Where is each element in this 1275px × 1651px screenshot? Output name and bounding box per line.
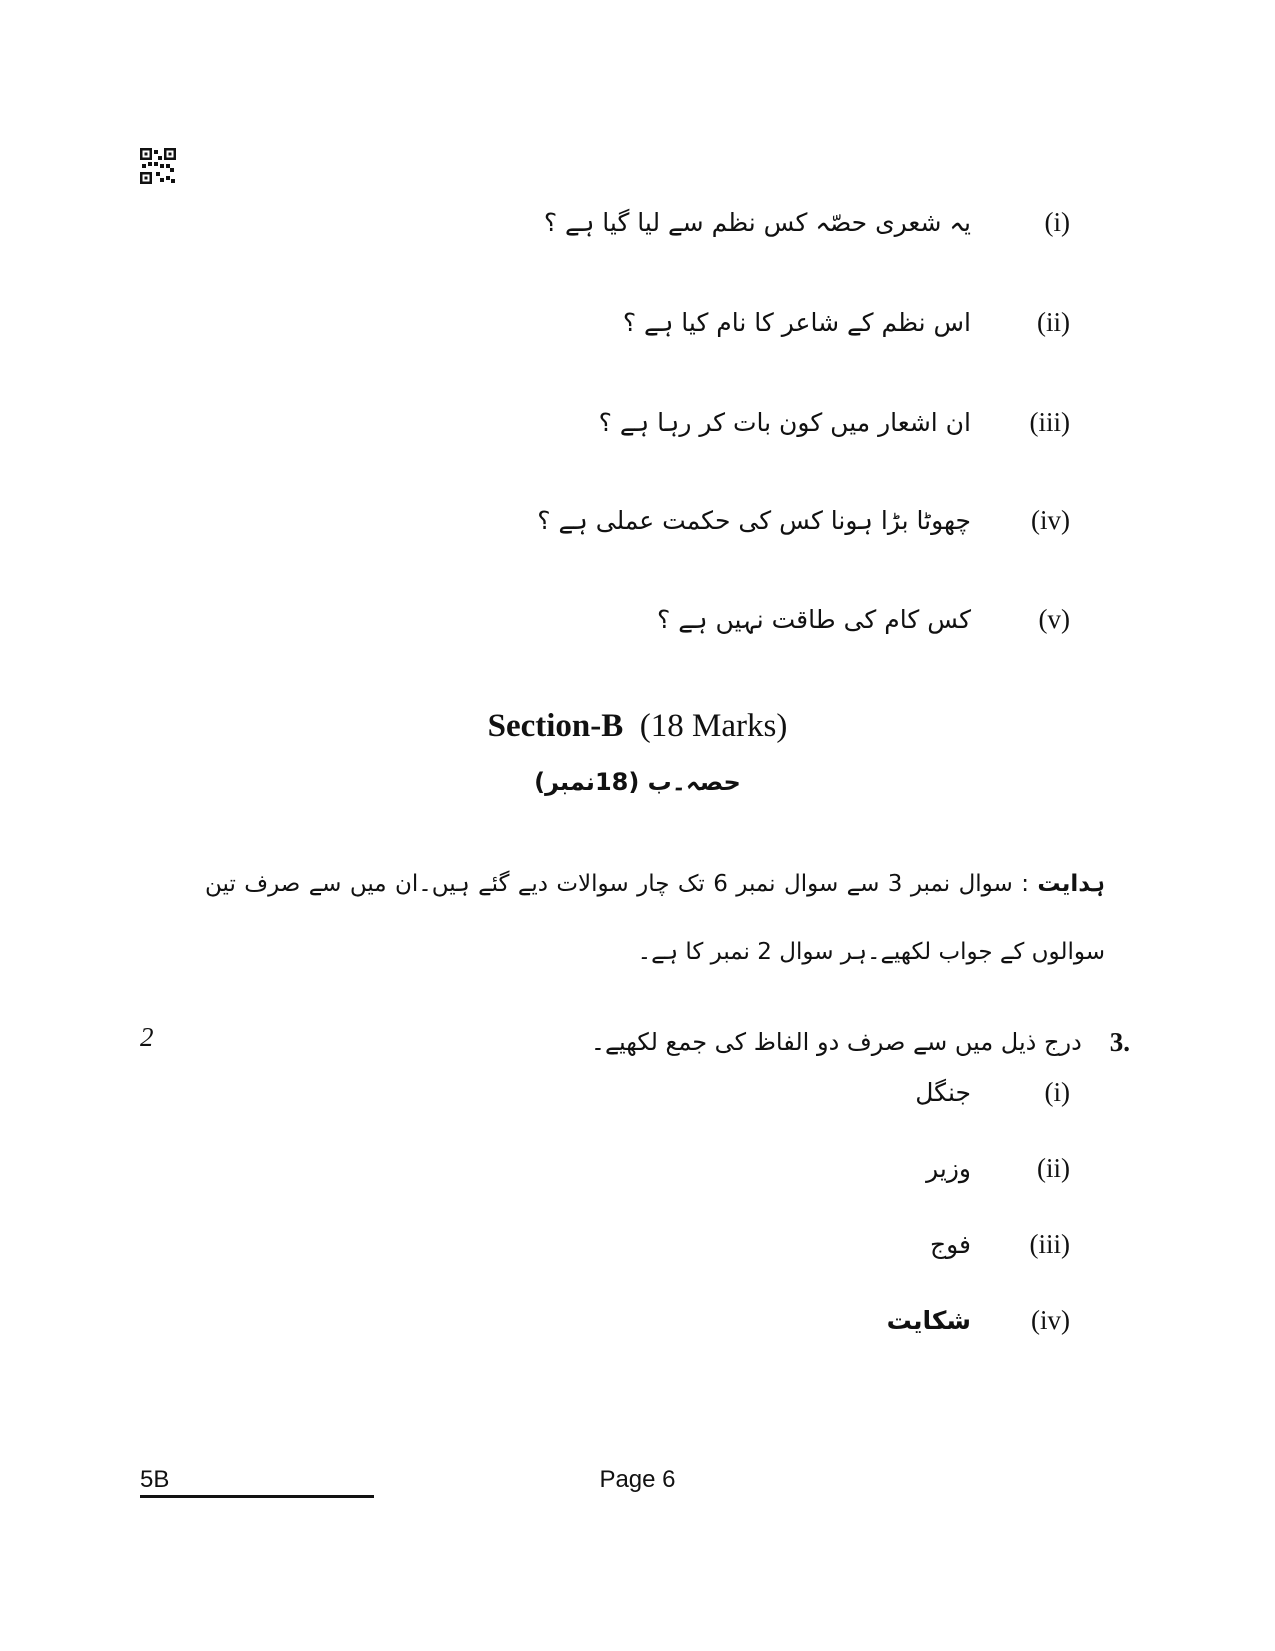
question-number: (iv) <box>1031 504 1070 535</box>
question-3-text: درج ذیل میں سے صرف دو الفاظ کی جمع لکھیے۔ <box>590 1028 1082 1056</box>
option-item <box>915 1070 1070 1114</box>
question-number: (v) <box>1038 603 1070 634</box>
instruction-text: : سوال نمبر 3 سے سوال نمبر 6 تک چار سوالات دیے گئے ہیں۔ان میں سے صرف تین سوالوں کے جواب لکھیے۔ہر سوال 2 نمبر کا ہے۔ <box>205 871 1105 965</box>
section-title-marks: (18 Marks) <box>639 708 788 744</box>
paper-code: 5B <box>140 1466 170 1493</box>
question-text: ان اشعار میں کون بات کر رہا ہے ؟ <box>598 407 971 437</box>
question-text: اس نظم کے شاعر کا نام کیا ہے ؟ <box>622 307 971 337</box>
question-number: (iii) <box>1029 406 1070 437</box>
option-number: (iv) <box>1031 1304 1070 1335</box>
qr-code-icon <box>140 148 176 184</box>
option-number: (i) <box>1044 1076 1070 1107</box>
page-number: Page 6 <box>599 1466 676 1493</box>
option-text: شکایت <box>886 1305 971 1335</box>
question-marks: 2 <box>140 1022 154 1052</box>
question-3 <box>591 1020 1130 1064</box>
section-title-bold: Section-B <box>487 708 624 744</box>
question-item <box>657 597 1070 641</box>
section-title <box>0 708 1275 745</box>
instruction-paragraph <box>205 850 1105 986</box>
question-text: چھوٹا بڑا ہونا کس کی حکمت عملی ہے ؟ <box>537 505 971 535</box>
option-text: فوج <box>929 1229 971 1259</box>
footer-divider <box>140 1495 374 1498</box>
question-item <box>623 300 1070 344</box>
question-3-number: 3. <box>1109 1026 1130 1057</box>
option-item <box>887 1298 1070 1342</box>
question-text: یہ شعری حصّہ کس نظم سے لیا گیا ہے ؟ <box>543 207 971 237</box>
option-item <box>930 1222 1070 1266</box>
question-text: کس کام کی طاقت نہیں ہے ؟ <box>657 604 971 634</box>
option-number: (iii) <box>1029 1228 1070 1259</box>
section-title-urdu: حصہ۔ب (18نمبر) <box>534 768 741 796</box>
option-text: جنگل <box>915 1077 971 1107</box>
option-text: وزیر <box>926 1153 971 1183</box>
question-item <box>537 498 1070 542</box>
question-number: (ii) <box>1037 306 1070 337</box>
question-number: (i) <box>1044 206 1070 237</box>
question-item <box>599 400 1070 444</box>
question-item <box>544 200 1070 244</box>
option-item <box>926 1146 1070 1190</box>
option-number: (ii) <box>1037 1152 1070 1183</box>
instruction-label: ہدایت <box>1037 871 1106 897</box>
